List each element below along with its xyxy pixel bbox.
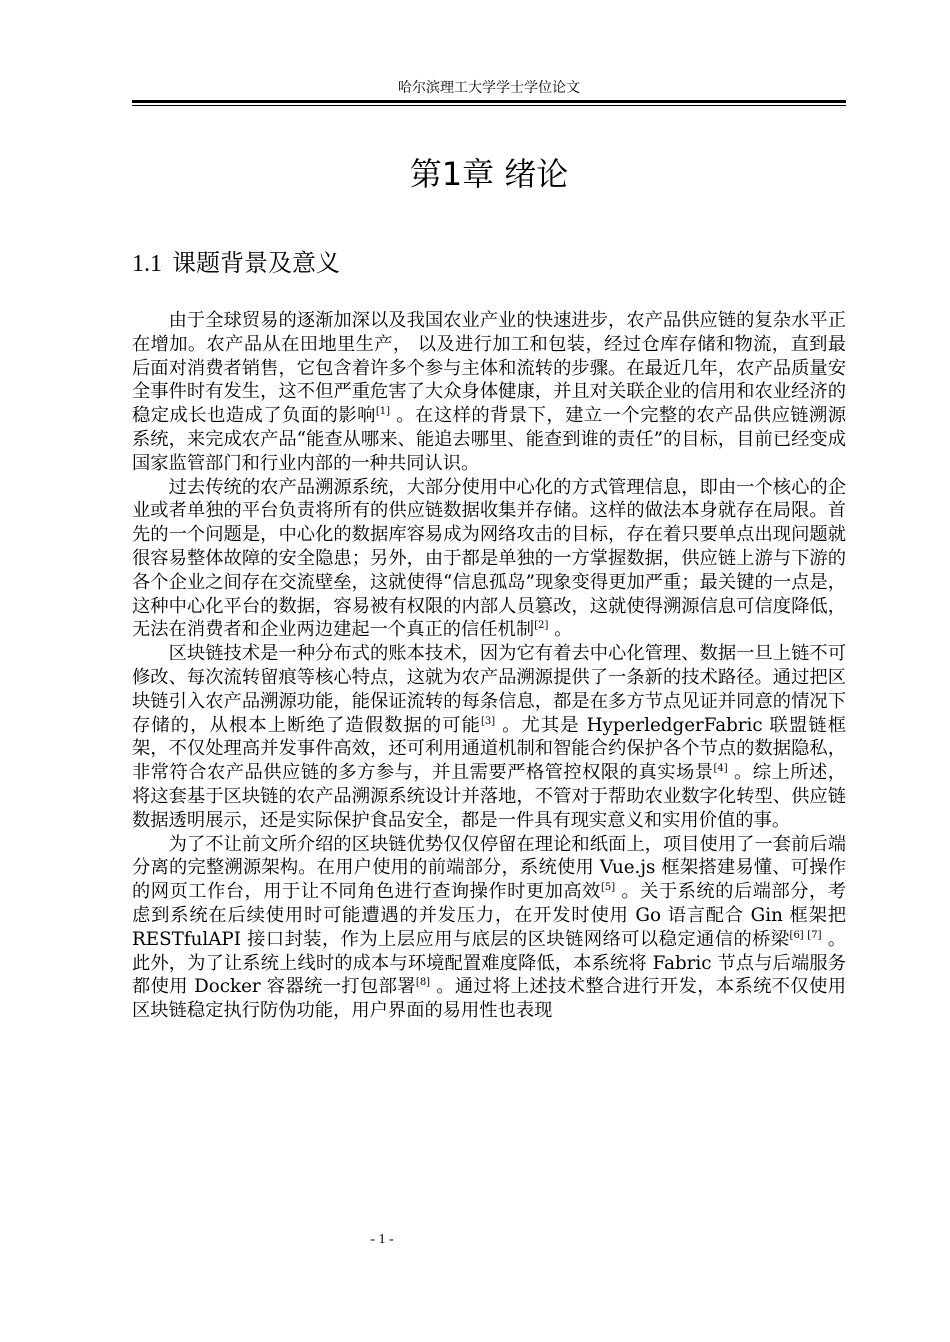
body-text — [132, 309, 846, 1023]
paragraph-text: 由于全球贸易的逐渐加深以及我国农业产业的快速进步，农产品供应链的复杂水平正在增加。农产品从在田地里生产， 以及进行加工和包装，经过仓库存储和物流，直到最后面对消费者销售，它包含着许多个参与主体和流转的步骤。在最近几年，农产品质量安全事件时有发生，这不但严重危害了大众身体健康，并且对关联企业的信用和农业经济的稳定成长也造成了负面的影响 — [132, 310, 846, 427]
page-number: - 1 - — [370, 1232, 394, 1247]
citation-ref: [4] — [713, 763, 728, 775]
paragraph-text: 。通过将上述技术整合进行开发，本系统不仅使用区块链稳定执行防伪功能，用户界面的易用性也表现 — [132, 976, 846, 1022]
section-number: 1.1 — [132, 251, 162, 277]
citation-ref: [2] — [534, 620, 549, 632]
header-rule-thin — [132, 105, 846, 106]
paragraph-text: 。关于系统的后端部分，考虑到系统在后续使用时可能遭遇的并发压力，在开发时使用 Go 语言配合 Gin 框架把 RESTfulAPI 接口封装，作为上层应用与底层的区块链网络可以稳定通信的桥梁 — [132, 881, 847, 950]
header-rule-thick — [132, 100, 846, 103]
section-heading — [132, 246, 846, 281]
paragraph-text: 区块链技术是一种分布式的账本技术，因为它有着去中心化管理、数据一旦上链不可修改、每次流转留痕等核心特点，这就为农产品溯源提供了一条新的技术路径。通过把区块链引入农产品溯源功能，能保证流转的每条信息，都是在多方节点见证并同意的情况下存储的，从根本上断绝了造假数据的可能 — [132, 643, 846, 736]
citation-ref: [1] — [375, 406, 391, 418]
paragraph-4 — [132, 833, 846, 1023]
citation-ref: [6] [7] — [789, 929, 822, 941]
paragraph-text: 。尤其是 HyperledgerFabric 联盟链框架，不仅处理高并发事件高效，还可利用通道机制和智能合约保护各个节点的数据隐私，非常符合农产品供应链的多方参与，并且需要严格管控权限的真实场景 — [132, 714, 847, 784]
paragraph-2 — [132, 476, 846, 643]
citation-ref: [8] — [415, 977, 431, 989]
paragraph-text: 。此外，为了让系统上线时的成本与环境配置难度降低，本系统将 Fabric 节点与后端服务都使用 Docker 容器统一打包部署 — [132, 928, 846, 998]
paragraph-text: 。综上所述，将这套基于区块链的农产品溯源系统设计并落地，不管对于帮助农业数字化转型、供应链数据透明展示，还是实际保护食品安全，都是一件具有现实意义和实用价值的事。 — [132, 762, 847, 831]
paragraph-text: 为了不让前文所介绍的区块链优势仅仅停留在理论和纸面上，项目使用了一套前后端分离的完整溯源架构。在用户使用的前端部分，系统使用 Vue.js 框架搭建易懂、可操作的网页工作台，用于让不同角色进行查询操作时更加高效 — [132, 833, 846, 903]
citation-ref: [5] — [600, 882, 616, 894]
paragraph-text: 过去传统的农产品溯源系统，大部分使用中心化的方式管理信息，即由一个核心的企业或者单独的平台负责将所有的供应链数据收集并存储。这样的做法本身就存在局限。首先的一个问题是，中心化的数据库容易成为网络攻击的目标，存在着只要单点出现问题就很容易整体故障的安全隐患；另外，由于都是单独的一方掌握数据，供应链上游与下游的各个企业之间存在交流壁垒，这就使得“信息孤岛”现象变得更加严重；最关键的一点是，这种中心化平台的数据，容易被有权限的内部人员篡改，这就使得溯源信息可信度降低，无法在消费者和企业两边建起一个真正的信任机制 — [132, 476, 846, 641]
chapter-title: 第1章 绪论 — [409, 155, 569, 193]
paragraph-3 — [132, 642, 846, 832]
paragraph-1 — [132, 309, 846, 476]
paragraph-text: 。 — [548, 619, 573, 641]
citation-ref: [3] — [481, 715, 496, 727]
running-header: 哈尔滨理工大学学士学位论文 — [398, 80, 580, 96]
paragraph-text: 。在这样的背景下，建立一个完整的农产品供应链溯源系统，来完成农产品“能查从哪来、能追去哪里、能查到谁的责任”的目标，目前已经变成国家监管部门和行业内部的一种共同认识。 — [132, 405, 846, 474]
section-title: 课题背景及意义 — [172, 249, 340, 277]
